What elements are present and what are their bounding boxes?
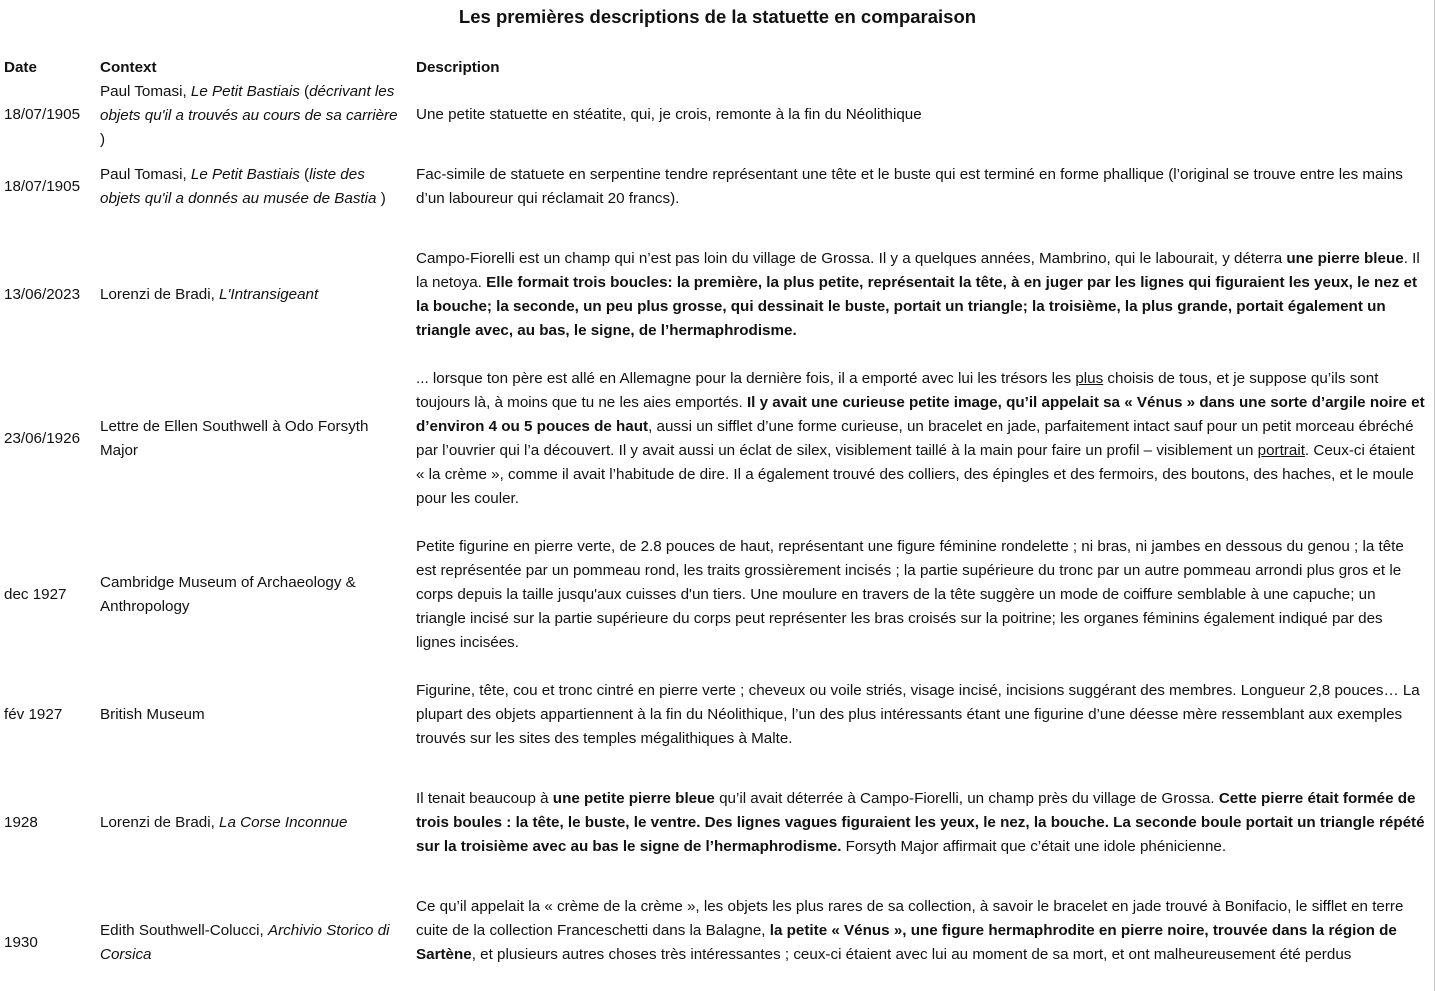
header-date: Date bbox=[4, 59, 37, 76]
text-run: . Il la netoya. bbox=[416, 250, 1420, 291]
text-run: , et plusieurs autres choses très intéressantes ; ceux-ci étaient avec lui au moment de sa mort, et ont malheureusement été perdus bbox=[471, 946, 1352, 963]
text-run: Paul Tomasi, bbox=[100, 83, 191, 100]
text-run: ... lorsque ton père est allé en Allemagne pour la dernière fois, il a emporté avec lui les trésors les bbox=[416, 370, 1076, 387]
text-run: choisis de tous, et je suppose qu’ils sont toujours là, à moins que tu ne les aies emportés. bbox=[416, 370, 1379, 411]
bold-text: Il y avait une curieuse petite image, qu’il appelait sa « Vénus » dans une sorte d’argile noire et d’environ 4 ou 5 pouces de haut bbox=[416, 394, 1425, 435]
row-context bbox=[100, 415, 400, 463]
row-context bbox=[100, 283, 400, 307]
italic-text: L'Intransigeant bbox=[219, 286, 319, 303]
text-run: Figurine, tête, cou et tronc cintré en pierre verte ; cheveux ou voile striés, visage incisé, incisions suggérant des membres. Longueur 2,8 pouces… La plupart des objets appartiennent à la fin du Néolithique, l’un des plus intéressants étant une figurine d’une déesse mère ressemblant aux exemples trouvés sur les sites des temples mégalithiques à Malte. bbox=[416, 682, 1420, 747]
row-date: 18/07/1905 bbox=[4, 106, 81, 123]
text-run: Lorenzi de Bradi, bbox=[100, 814, 220, 831]
underlined-text: portrait bbox=[1257, 442, 1305, 459]
text-run: Une petite statuette en stéatite, qui, je crois, remonte à la fin du Néolithique bbox=[416, 106, 922, 123]
row-description bbox=[416, 535, 1426, 655]
row-date: 13/06/2023 bbox=[4, 286, 81, 303]
text-run: Forsyth Major affirmait que c’était une idole phénicienne. bbox=[841, 838, 1227, 855]
row-date: 1930 bbox=[4, 934, 38, 951]
text-run: Campo-Fiorelli est un champ qui n’est pas loin du village de Grossa. Il y a quelques années, Mambrino, qui le labourait, y déterra bbox=[416, 250, 1287, 267]
row-description bbox=[416, 787, 1426, 859]
row-description bbox=[416, 679, 1426, 751]
row-description bbox=[416, 247, 1426, 343]
row-context bbox=[100, 80, 400, 152]
text-run: ( bbox=[299, 83, 310, 100]
italic-text: liste des objets qu'il a donnés au musée de Bastia bbox=[100, 166, 377, 207]
row-description bbox=[416, 367, 1426, 511]
text-run: ) bbox=[100, 131, 106, 148]
text-run: Il tenait beaucoup à bbox=[416, 790, 553, 807]
row-context bbox=[100, 919, 400, 967]
header-description: Description bbox=[416, 59, 500, 76]
row-date: 23/06/1926 bbox=[4, 430, 81, 447]
bold-text: une pierre bleue bbox=[1286, 250, 1404, 267]
text-run: . Ceux-ci étaient « la crème », comme il avait l’habitude de dire. Il a également trouvé des colliers, des épingles et des fermoirs, des boutons, des haches, et le moule pour les couler. bbox=[416, 442, 1415, 507]
text-run: British Museum bbox=[100, 706, 205, 723]
underlined-text: plus bbox=[1075, 370, 1104, 387]
text-run: Lettre de Ellen Southwell à Odo Forsyth Major bbox=[100, 418, 369, 459]
text-run: Paul Tomasi, bbox=[100, 166, 191, 183]
row-description bbox=[416, 895, 1426, 967]
row-description bbox=[416, 163, 1426, 211]
page-title: Les premières descriptions de la statuette en comparaison bbox=[458, 6, 977, 27]
row-date: 1928 bbox=[4, 814, 38, 831]
text-run: Edith Southwell-Colucci, bbox=[100, 922, 268, 939]
text-run: Cambridge Museum of Archaeology & Anthropology bbox=[100, 574, 356, 615]
text-run: Petite figurine en pierre verte, de 2.8 pouces de haut, représentant une figure féminine rondelette ; ni bras, ni jambes en dessous du genou ; la tête est représentée par un pommeau rond, les traits grossièrement incisés ; la partie supérieure du tronc par un autre pommeau arrondi plus gros et le corps depuis la taille jusqu'aux cuisses d'un tiers. Une moulure en travers de la tête suggère un mode de coiffure semblable à une capuche; un triangle incisé sur la partie supérieure du corps peut représenter les bras croisés sur la poitrine; les organes féminins également indiqué par des lignes incisées. bbox=[416, 538, 1404, 651]
italic-text: Le Petit Bastiais bbox=[190, 166, 300, 183]
text-run: Ce qu’il appelait la « crème de la crème », les objets les plus rares de sa collection, à savoir le bracelet en jade trouvé à Bonifacio, le sifflet en terre cuite de la collection Franceschetti dans la Balagne, bbox=[416, 898, 1404, 939]
row-context bbox=[100, 811, 400, 835]
bold-text: une petite pierre bleue bbox=[552, 790, 715, 807]
text-run: , aussi un sifflet d’une forme curieuse, un bracelet en jade, parfaitement intact sauf pour un petit morceau ébréché par l’ouvrier qui l’a découvert. Il y avait aussi un éclat de silex, visiblement taillé à la main pour faire un profil – visiblement un bbox=[416, 418, 1414, 459]
text-run: Lorenzi de Bradi, bbox=[100, 286, 220, 303]
bold-text: la petite « Vénus », une figure hermaphrodite en pierre noire, trouvée dans la région de Sartène bbox=[416, 922, 1397, 963]
text-run: qu’il avait déterrée à Campo-Fiorelli, un champ près du village de Grossa. bbox=[714, 790, 1219, 807]
row-context bbox=[100, 703, 400, 727]
header-context: Context bbox=[100, 59, 157, 76]
bold-text: Cette pierre était formée de trois boules : la tête, le buste, le ventre. Des lignes vagues figuraient les yeux, le nez, la bouche. La seconde boule portait un triangle répété sur la troisième avec au bas le signe de l’hermaphrodisme. bbox=[416, 790, 1425, 855]
row-date: fév 1927 bbox=[4, 706, 63, 723]
row-context bbox=[100, 571, 400, 619]
row-context bbox=[100, 163, 400, 211]
text-run: Fac-simile de statuete en serpentine tendre représentant une tête et le buste qui est terminé en forme phallique (l’original se trouve entre les mains d’un laboureur qui réclamait 20 francs). bbox=[416, 166, 1403, 207]
text-run: ( bbox=[299, 166, 310, 183]
row-date: 18/07/1905 bbox=[4, 178, 81, 195]
row-description bbox=[416, 103, 1426, 127]
text-run: ) bbox=[376, 190, 386, 207]
italic-text: Archivio Storico di Corsica bbox=[100, 922, 390, 963]
italic-text: décrivant les objets qu'il a trouvés au cours de sa carrière bbox=[100, 83, 398, 124]
italic-text: La Corse Inconnue bbox=[219, 814, 348, 831]
bold-text: Elle formait trois boucles: la première, la plus petite, représentait la tête, à en juger par les lignes qui figuraient les yeux, le nez et la bouche; la seconde, un peu plus grosse, qui dessinait le buste, portait un triangle; la troisième, la plus grande, portait également un triangle avec, au bas, le signe, de l’hermaphrodisme. bbox=[416, 274, 1418, 339]
italic-text: Le Petit Bastiais bbox=[190, 83, 300, 100]
row-date: dec 1927 bbox=[4, 586, 67, 603]
